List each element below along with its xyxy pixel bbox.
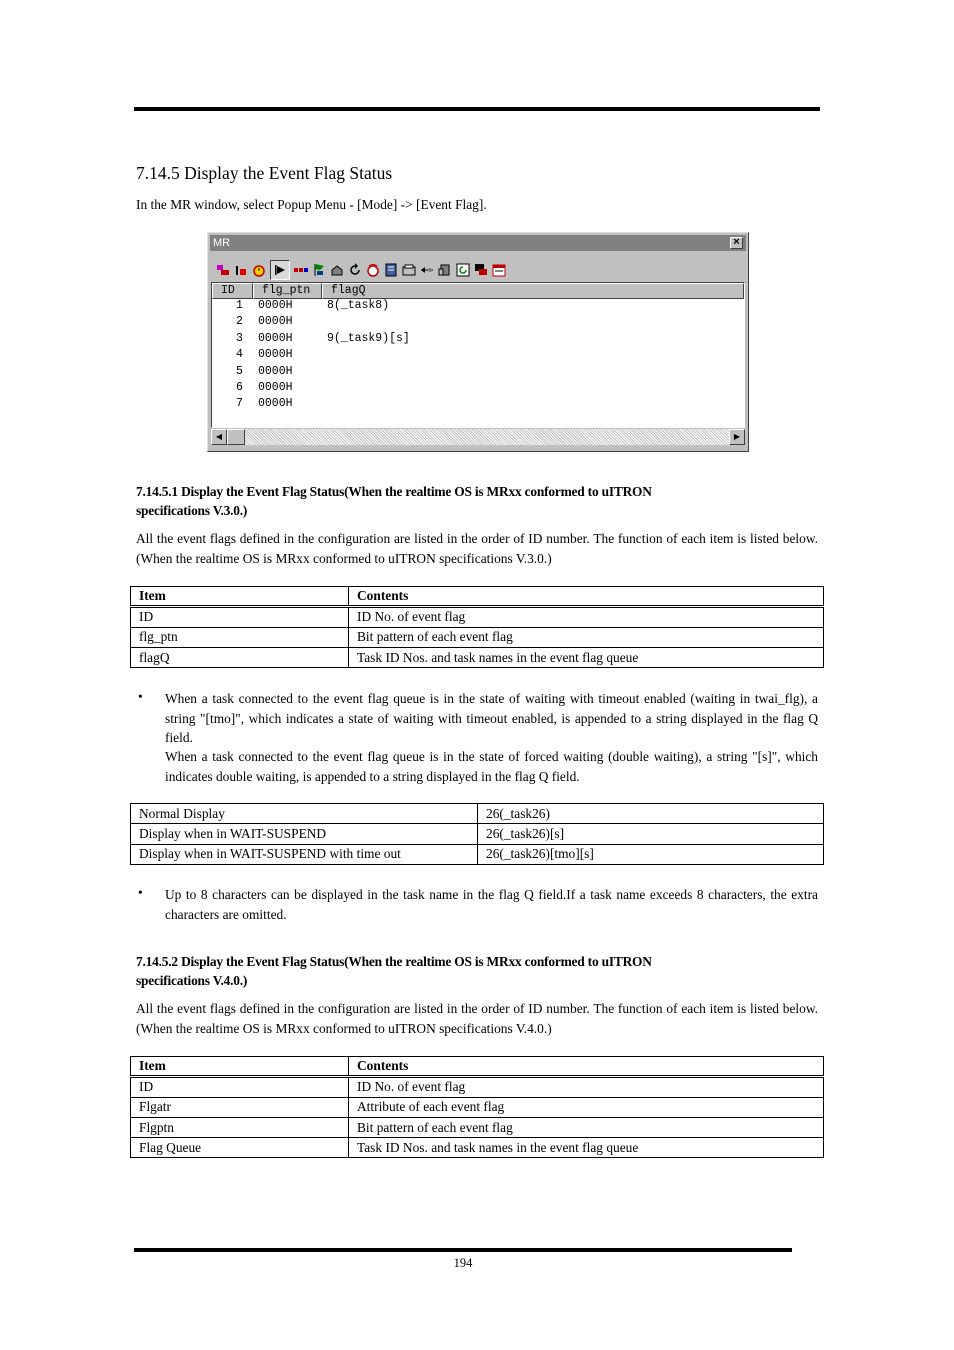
table-header-cell: Item <box>131 1057 349 1077</box>
table-cell: ID No. of event flag <box>349 1077 824 1097</box>
subsection-2-title-line1: 7.14.5.2 Display the Event Flag Status(When the realtime OS is MRxx conformed to uITRON <box>136 954 652 969</box>
table-header-row <box>131 1057 824 1077</box>
list-row[interactable]: 3 0000H 9(_task9)[s] <box>236 331 410 345</box>
table-cell: Display when in WAIT-SUSPEND with time out <box>131 844 478 864</box>
header-rule <box>134 107 820 111</box>
table-cell: Attribute of each event flag <box>349 1097 824 1117</box>
list-row[interactable]: 5 0000H <box>236 364 293 378</box>
table-row <box>131 607 824 627</box>
toolbar <box>216 260 506 280</box>
table-cell: 26(_task26) <box>478 804 824 824</box>
message-buffer-icon[interactable] <box>402 263 416 277</box>
display-format-table <box>130 803 824 865</box>
intro-text: In the MR window, select Popup Menu - [Mode] -> [Event Flag]. <box>136 197 487 212</box>
list-row[interactable]: 7 0000H <box>236 397 293 411</box>
scroll-thumb[interactable] <box>227 429 245 445</box>
table-row <box>131 1097 824 1117</box>
table-row <box>131 804 824 824</box>
bullet-2-text: Up to 8 characters can be displayed in the task name in the flag Q field.If a task name exceeds 8 characters, the extra characters are omitted. <box>165 887 818 922</box>
window-title: MR <box>213 237 231 249</box>
column-header-flagq[interactable]: flagQ <box>322 283 744 299</box>
table-cell: Normal Display <box>131 804 478 824</box>
table-cell: Task ID Nos. and task names in the event flag queue <box>349 1138 824 1158</box>
column-header-flg-ptn[interactable]: flg_ptn <box>253 283 322 299</box>
port-icon[interactable] <box>420 263 434 277</box>
table-cell: Flgptn <box>131 1117 349 1137</box>
horizontal-scrollbar[interactable] <box>211 429 745 445</box>
table-cell: ID <box>131 607 349 627</box>
table-cell: Display when in WAIT-SUSPEND <box>131 824 478 844</box>
bullet-marker: • <box>138 689 143 704</box>
cyclic-icon[interactable] <box>348 263 362 277</box>
table-cell: 26(_task26)[s] <box>478 824 824 844</box>
table-cell: 26(_task26)[tmo][s] <box>478 844 824 864</box>
table-header-cell: Item <box>131 587 349 607</box>
page-number: 194 <box>453 1256 473 1270</box>
list-row[interactable]: 2 0000H <box>236 315 293 329</box>
bullet-1-text-a: When a task connected to the event flag queue is in the state of waiting with timeout enabled (waiting in twai_flg), a string "[tmo]", which indicates a state of waiting with timeout enabled, is appended to a string displayed in the flag Q field. <box>165 691 818 745</box>
table-cell: Task ID Nos. and task names in the event flag queue <box>349 647 824 667</box>
calendar-icon[interactable] <box>492 263 506 277</box>
bullet-1-text-b: When a task connected to the event flag queue is in the state of forced waiting (double waiting), a string "[s]", which indicates double waiting, is appended to a string displayed in the flag Q field. <box>165 749 818 784</box>
flag-icon[interactable] <box>312 263 326 277</box>
table-cell: ID <box>131 1077 349 1097</box>
mr-window <box>207 232 749 452</box>
table-row <box>131 647 824 667</box>
mailbox-icon[interactable] <box>330 263 344 277</box>
table-row <box>131 844 824 864</box>
subsection-2-paragraph: All the event flags defined in the configuration are listed in the order of ID number. The function of each item is listed below. (When the realtime OS is MRxx conformed to uITRON specifications V.4.0.) <box>136 1001 818 1036</box>
table-row <box>131 1138 824 1158</box>
table-row <box>131 1117 824 1137</box>
table-row <box>131 824 824 844</box>
column-header-id[interactable]: ID <box>212 283 253 299</box>
subsection-1-title-line2: specifications V.3.0.) <box>136 503 248 518</box>
table-cell: ID No. of event flag <box>349 607 824 627</box>
ready-queue-icon[interactable] <box>234 263 248 277</box>
table-row <box>131 1077 824 1097</box>
tasks-icon[interactable] <box>216 263 230 277</box>
alarm-icon[interactable] <box>366 263 380 277</box>
bullet-marker: • <box>138 885 143 900</box>
window-titlebar <box>210 235 746 251</box>
table-header-cell: Contents <box>349 1057 824 1077</box>
event-flag-list[interactable] <box>211 282 745 428</box>
play-icon <box>274 264 286 276</box>
item-table-v4 <box>130 1056 824 1158</box>
item-table-v3 <box>130 586 824 668</box>
memory-pool-icon[interactable] <box>384 263 398 277</box>
subsection-1-paragraph: All the event flags defined in the configuration are listed in the order of ID number. The function of each item is listed below. (When the realtime OS is MRxx conformed to uITRON specifications V.3.0.) <box>136 531 818 566</box>
list-header <box>212 283 744 299</box>
table-cell: Bit pattern of each event flag <box>349 1117 824 1137</box>
table-cell: Flgatr <box>131 1097 349 1117</box>
table-cell: Bit pattern of each event flag <box>349 627 824 647</box>
context-icon[interactable] <box>474 263 488 277</box>
table-cell: Flag Queue <box>131 1138 349 1158</box>
semaphore-icon[interactable] <box>294 263 308 277</box>
rendezvous-icon[interactable] <box>438 263 452 277</box>
section-title: 7.14.5 Display the Event Flag Status <box>136 163 393 183</box>
refresh-icon[interactable] <box>456 263 470 277</box>
list-row[interactable]: 1 0000H 8(_task8) <box>236 299 390 312</box>
list-row[interactable]: 4 0000H <box>236 348 293 362</box>
subsection-1-title-line1: 7.14.5.1 Display the Event Flag Status(When the realtime OS is MRxx conformed to uITRON <box>136 484 652 499</box>
list-row[interactable]: 6 0000H <box>236 381 293 394</box>
timer-icon[interactable] <box>252 263 266 277</box>
footer-rule <box>134 1248 792 1252</box>
scroll-left-button[interactable]: ◀ <box>211 429 227 445</box>
scroll-right-button[interactable]: ▶ <box>729 429 745 445</box>
play-icon-button[interactable] <box>270 260 290 280</box>
table-cell: flg_ptn <box>131 627 349 647</box>
subsection-2-title-line2: specifications V.4.0.) <box>136 973 248 988</box>
table-header-row <box>131 587 824 607</box>
table-cell: flagQ <box>131 647 349 667</box>
close-button[interactable]: × <box>730 237 743 249</box>
table-row <box>131 627 824 647</box>
table-header-cell: Contents <box>349 587 824 607</box>
